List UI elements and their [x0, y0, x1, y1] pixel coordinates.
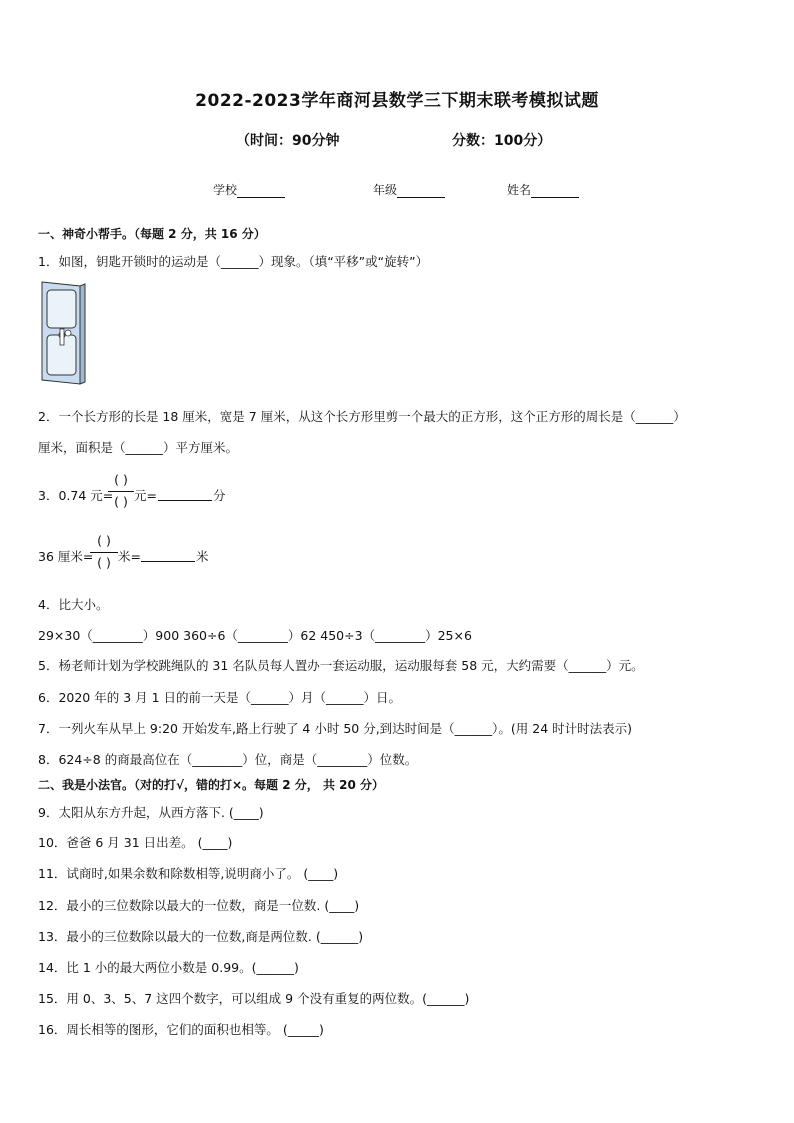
answer-blank[interactable] — [158, 500, 212, 501]
question-11: 11．试商时,如果余数和除数相等,说明商小了。 (____) — [38, 866, 339, 881]
question-8: 8．624÷8 的商最高位在（________）位，商是（________）位数。 — [38, 752, 418, 767]
grade-field — [373, 181, 445, 198]
question-9: 9．太阳从东方升起，从西方落下. (____) — [38, 805, 264, 820]
exam-score: 分数：100分） — [452, 133, 552, 149]
question-3-middle: 元= — [134, 488, 157, 503]
question-15: 15．用 0、3、5、7 这四个数字，可以组成 9 个没有重复的两位数。(______) — [38, 991, 470, 1006]
question-2-line-2: 厘米，面积是（______）平方厘米。 — [38, 440, 239, 455]
section-2-heading: 二、我是小法官。（对的打√，错的打×。每题 2 分， 共 20 分） — [38, 778, 384, 792]
grade-blank[interactable] — [397, 185, 445, 198]
fraction-bar — [108, 491, 134, 492]
question-4-comparisons: 29×30（________）900 360÷6（________）62 450÷3（________）25×6 — [38, 628, 472, 643]
question-13: 13．最小的三位数除以最大的一位数,商是两位数. (______) — [38, 929, 364, 944]
page-title: 2022-2023学年商河县数学三下期末联考模拟试题 — [195, 91, 599, 111]
school-blank[interactable] — [237, 185, 285, 198]
question-4: 4．比大小。 — [38, 597, 109, 612]
question-5: 5．杨老师计划为学校跳绳队的 31 名队员每人置办一套运动服，运动服每套 58 元，大约需要（______）元。 — [38, 658, 644, 673]
question-1: 1．如图，钥匙开锁时的运动是（______）现象。（填“平移”或“旋转”） — [38, 254, 429, 269]
section-1-heading: 一、神奇小帮手。（每题 2 分，共 16 分） — [38, 227, 266, 241]
question-6: 6．2020 年的 3 月 1 日的前一天是（______）月（______）日。 — [38, 690, 402, 705]
school-label: 学校 — [213, 183, 238, 197]
fraction-denominator: ( ) — [114, 494, 128, 509]
exam-time: （时间：90分钟 — [236, 133, 340, 149]
name-label: 姓名 — [507, 183, 532, 197]
question-2-line-1: 2．一个长方形的长是 18 厘米，宽是 7 厘米，从这个长方形里剪一个最大的正方形，这个正方形的周长是（______） — [38, 409, 686, 424]
school-field — [213, 181, 285, 198]
name-field — [507, 181, 579, 198]
door-key-illustration — [38, 280, 88, 385]
fraction-bar — [90, 552, 118, 553]
grade-label: 年级 — [373, 183, 398, 197]
question-3b-middle: 米= — [118, 549, 141, 564]
question-7: 7．一列火车从早上 9:20 开始发车,路上行驶了 4 小时 50 分,到达时间是（______）。(用 24 时计时法表示) — [38, 721, 633, 736]
question-3b-unit: 米 — [196, 549, 209, 564]
fraction-numerator: ( ) — [114, 472, 128, 487]
question-12: 12．最小的三位数除以最大的一位数，商是一位数. (____) — [38, 898, 360, 913]
question-14: 14．比 1 小的最大两位小数是 0.99。(______) — [38, 960, 299, 975]
fraction-denominator: ( ) — [97, 555, 111, 570]
question-3-unit: 分 — [213, 488, 226, 503]
answer-blank[interactable] — [141, 561, 195, 562]
question-3-prefix: 3．0.74 元= — [38, 488, 114, 503]
fraction-numerator: ( ) — [97, 533, 111, 548]
question-16: 16．周长相等的图形，它们的面积也相等。 (_____) — [38, 1022, 324, 1037]
name-blank[interactable] — [531, 185, 579, 198]
question-10: 10．爸爸 6 月 31 日出差。 (____) — [38, 835, 233, 850]
question-3b-prefix: 36 厘米= — [38, 549, 94, 564]
